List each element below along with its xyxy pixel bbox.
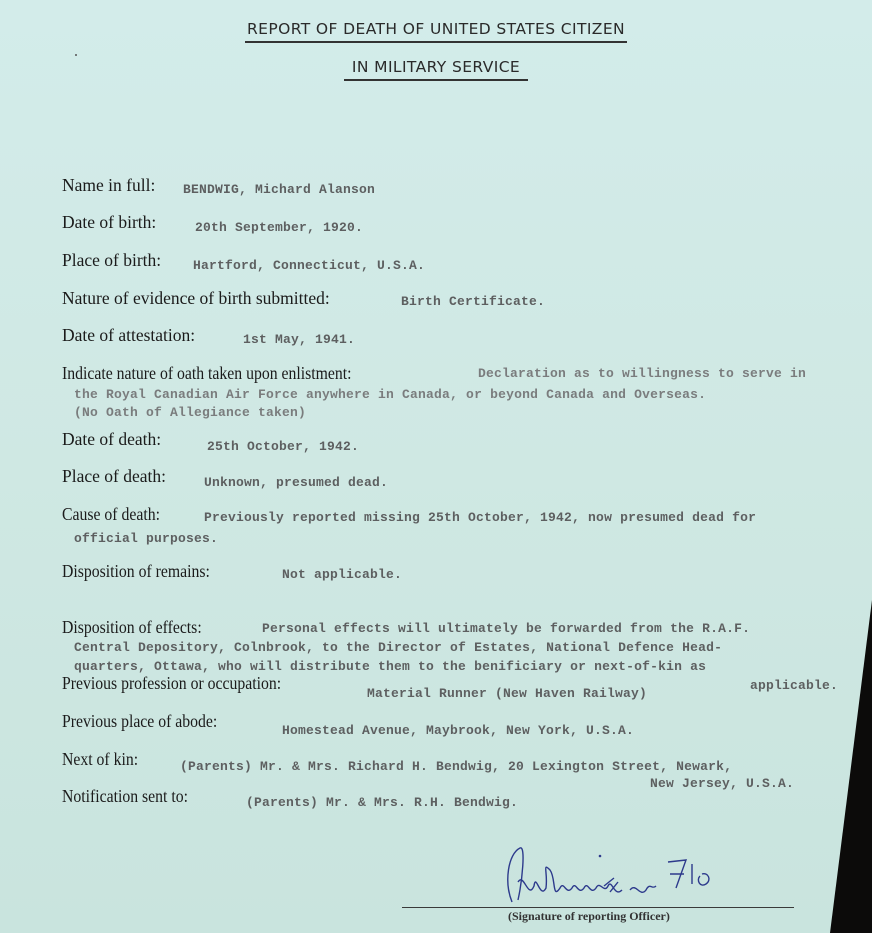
- oath-value-line1: Declaration as to willingness to serve in: [478, 366, 807, 381]
- notification-sent-to-label: Notification sent to:: [62, 786, 188, 806]
- place-of-death-value: Unknown, presumed dead.: [204, 475, 389, 490]
- place-of-birth-label: Place of birth:: [62, 250, 162, 270]
- disposition-of-effects-label: Disposition of effects:: [62, 617, 202, 637]
- previous-abode-label: Previous place of abode:: [62, 711, 218, 731]
- disposition-of-remains-label: Disposition of remains:: [62, 561, 210, 581]
- disposition-of-effects-value-line4: applicable.: [750, 678, 839, 693]
- date-of-death-label: Date of death:: [62, 429, 162, 449]
- previous-occupation-value: Material Runner (New Haven Railway): [367, 686, 648, 701]
- officer-signature: [500, 842, 730, 908]
- date-of-attestation-value: 1st May, 1941.: [243, 332, 356, 347]
- evidence-of-birth-value: Birth Certificate.: [401, 294, 546, 309]
- name-value: BENDWIG, Michard Alanson: [183, 182, 376, 197]
- next-of-kin-label: Next of kin:: [62, 749, 139, 769]
- disposition-of-remains-value: Not applicable.: [282, 567, 403, 582]
- paper-speck: [75, 54, 77, 56]
- previous-abode-value: Homestead Avenue, Maybrook, New York, U.S.A.: [282, 723, 635, 738]
- evidence-of-birth-label: Nature of evidence of birth submitted:: [62, 288, 330, 308]
- oath-value-line3: (No Oath of Allegiance taken): [74, 405, 307, 420]
- previous-occupation-label: Previous profession or occupation:: [62, 673, 282, 693]
- oath-value-line2: the Royal Canadian Air Force anywhere in Canada, or beyond Canada and Overseas.: [74, 387, 707, 402]
- notification-sent-to-value: (Parents) Mr. & Mrs. R.H. Bendwig.: [246, 795, 519, 810]
- date-of-death-value: 25th October, 1942.: [207, 439, 360, 454]
- signature-line: [402, 907, 794, 908]
- next-of-kin-value-line2: New Jersey, U.S.A.: [650, 776, 795, 791]
- name-label: Name in full:: [62, 175, 156, 195]
- document-title: REPORT OF DEATH OF UNITED STATES CITIZEN: [0, 20, 872, 38]
- date-of-attestation-label: Date of attestation:: [62, 325, 196, 345]
- place-of-death-label: Place of death:: [62, 466, 166, 486]
- place-of-birth-value: Hartford, Connecticut, U.S.A.: [193, 258, 426, 273]
- disposition-of-effects-value-line1: Personal effects will ultimately be forwarded from the R.A.F.: [262, 621, 751, 636]
- date-of-birth-value: 20th September, 1920.: [195, 220, 364, 235]
- document-subtitle: IN MILITARY SERVICE: [0, 58, 872, 76]
- cause-of-death-value-line2: official purposes.: [74, 531, 219, 546]
- disposition-of-effects-value-line2: Central Depository, Colnbrook, to the Director of Estates, National Defence Head-: [74, 640, 723, 655]
- cause-of-death-value-line1: Previously reported missing 25th October, 1942, now presumed dead for: [204, 510, 757, 525]
- signature-caption: (Signature of reporting Officer): [508, 909, 670, 923]
- disposition-of-effects-value-line3: quarters, Ottawa, who will distribute them to the benificiary or next-of-kin as: [74, 659, 707, 674]
- date-of-birth-label: Date of birth:: [62, 212, 157, 232]
- next-of-kin-value-line1: (Parents) Mr. & Mrs. Richard H. Bendwig, 20 Lexington Street, Newark,: [180, 759, 733, 774]
- oath-label: Indicate nature of oath taken upon enlistment:: [62, 363, 352, 383]
- cause-of-death-label: Cause of death:: [62, 504, 160, 524]
